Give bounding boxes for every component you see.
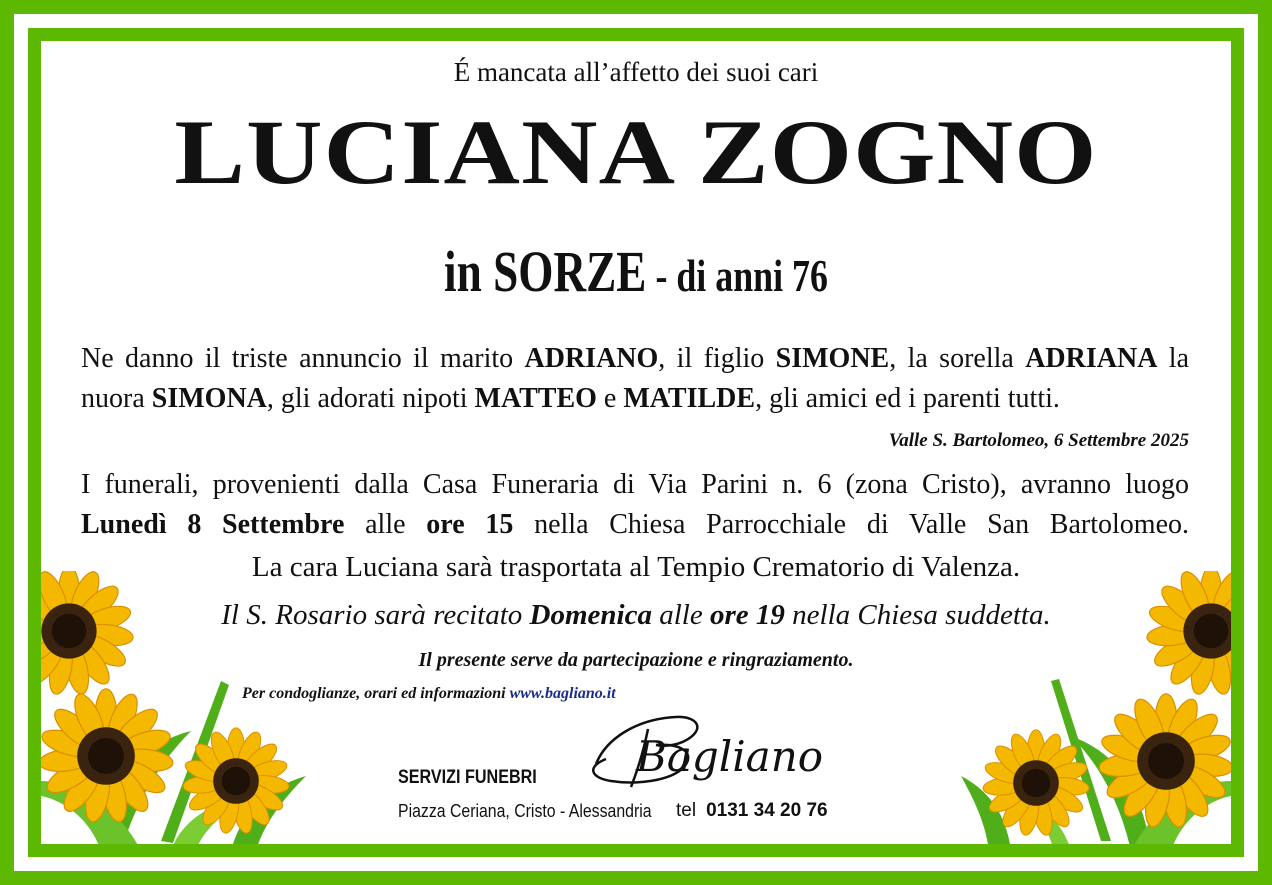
announcement-line-2 [81, 379, 1189, 419]
condolences-line [242, 685, 616, 703]
cremation-line: La cara Luciana sarà trasportata al Tempio Crematorio di Valenza. [251, 551, 1021, 583]
sister-name: ADRIANA [1025, 343, 1158, 374]
announcement-line-1 [81, 339, 1189, 379]
bagliano-wordmark: Bagliano [636, 732, 824, 781]
text-segment: Il S. Rosario sarà recitato [221, 599, 530, 631]
text-segment: , gli amici ed i parenti tutti. [755, 383, 1060, 414]
married-name-and-age [172, 238, 1100, 305]
obituary-card [41, 41, 1231, 844]
text-segment: la [1157, 343, 1190, 374]
text-segment: Ne danno il triste annuncio il marito [81, 343, 525, 374]
announcement-paragraph [81, 339, 1189, 419]
son-name: SIMONE [775, 343, 890, 374]
tel-label: tel [676, 800, 697, 821]
grandchild-name: MATTEO [474, 383, 597, 414]
text-segment: nella Chiesa Parrocchiale di Valle San Bartolomeo. [513, 509, 1190, 540]
funeral-time: ore 15 [426, 509, 514, 540]
married-name: in SORZE [444, 239, 647, 304]
intro-line: É mancata all’affetto dei suoi cari [453, 57, 819, 87]
text-segment: nella Chiesa suddetta. [784, 599, 1051, 631]
rosary-time: ore 19 [709, 599, 785, 631]
text-segment: nuora [81, 383, 152, 414]
text-segment: , gli adorati nipoti [266, 383, 475, 414]
website-link[interactable]: www.bagliano.it [509, 685, 616, 702]
text-segment: e [596, 383, 624, 414]
rosary-day: Domenica [529, 599, 652, 631]
funeral-paragraph [81, 465, 1189, 545]
phone-line [676, 800, 828, 822]
rosary-line [41, 599, 1231, 632]
funeral-home-address: Piazza Ceriana, Cristo - Alessandria [398, 801, 652, 821]
funeral-line-1: I funerali, provenienti dalla Casa Funeraria di Via Parini n. 6 (zona Cristo), avranno luogo [81, 469, 1189, 500]
funeral-line-2 [81, 505, 1189, 545]
daughter-in-law-name: SIMONA [151, 383, 267, 414]
husband-name: ADRIANO [524, 343, 659, 374]
age: - di anni 76 [646, 250, 828, 301]
text-segment: Per condoglianze, orari ed informazioni [242, 685, 510, 702]
deceased-name: LUCIANA ZOGNO [174, 101, 1098, 203]
bagliano-logo [576, 709, 876, 799]
servizi-funebri-label: SERVIZI FUNEBRI [398, 767, 537, 788]
grandchild-name: MATILDE [623, 383, 756, 414]
thanks-line: Il presente serve da partecipazione e ringraziamento. [418, 649, 854, 671]
text-segment: , la sorella [889, 343, 1026, 374]
place-and-date: Valle S. Bartolomeo, 6 Settembre 2025 [888, 430, 1189, 451]
funeral-day: Lunedì 8 Settembre [81, 509, 345, 540]
text-segment: alle [344, 509, 427, 540]
text-segment: alle [651, 599, 710, 631]
text-segment: , il figlio [658, 343, 776, 374]
phone-number[interactable]: 0131 34 20 76 [706, 800, 828, 821]
